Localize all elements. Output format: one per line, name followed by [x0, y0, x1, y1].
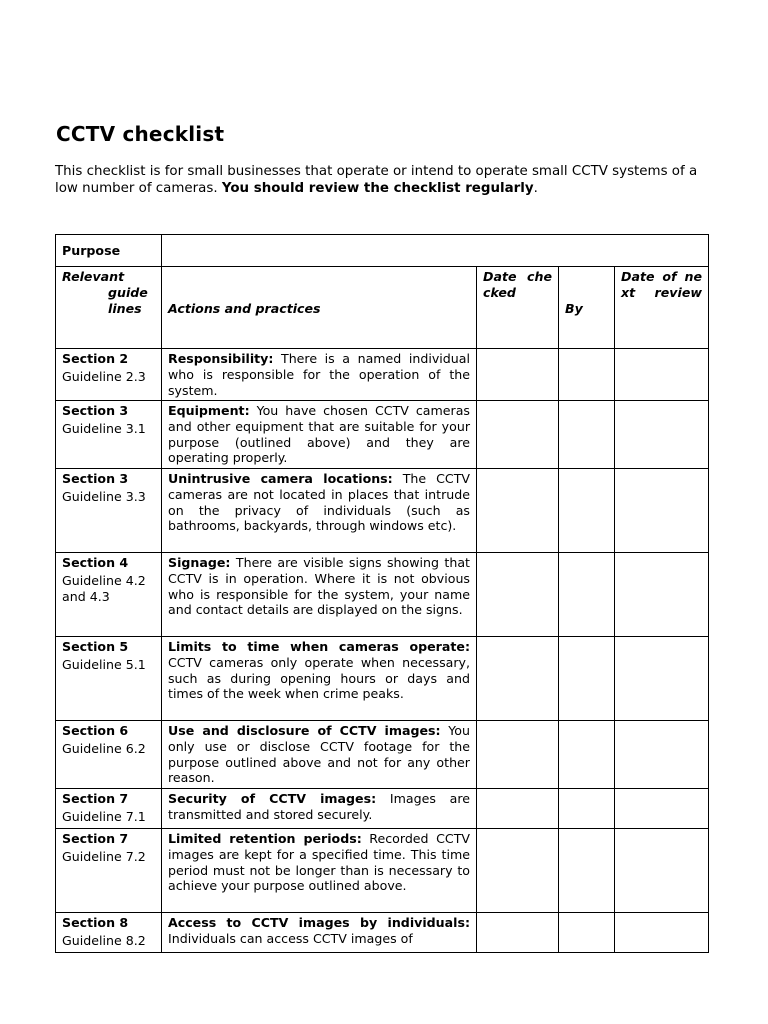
action-text: You only use or disclose CCTV footage for the purpose outlined above and not for any other reason. [168, 723, 470, 786]
action-heading: Use and disclosure of CCTV images: [168, 723, 441, 738]
purpose-field[interactable] [162, 235, 709, 267]
section-label: Section 2 [62, 351, 129, 366]
action-cell [162, 349, 477, 401]
by-field[interactable] [559, 469, 615, 553]
next-review-field[interactable] [615, 553, 709, 637]
by-field[interactable] [559, 913, 615, 953]
action-heading: Responsibility: [168, 351, 274, 366]
action-text: CCTV cameras only operate when necessary, such as during opening hours or days and times of the week when crime peaks. [168, 654, 470, 702]
action-cell [162, 829, 477, 913]
header-relevant-line3: lines [108, 301, 142, 316]
header-row [56, 267, 709, 349]
guideline-cell [56, 637, 162, 721]
action-cell [162, 401, 477, 469]
section-label: Section 7 [62, 791, 129, 806]
by-field[interactable] [559, 553, 615, 637]
guideline-label: Guideline 6.2 [62, 740, 146, 756]
checklist-row [56, 829, 709, 913]
checklist-row [56, 913, 709, 953]
section-label: Section 3 [62, 403, 129, 418]
checklist-row [56, 721, 709, 789]
by-field[interactable] [559, 349, 615, 401]
guideline-label: Guideline 7.2 [62, 848, 146, 864]
page-title: CCTV checklist [56, 122, 225, 146]
action-heading: Security of CCTV images: [168, 791, 377, 806]
next-review-field[interactable] [615, 349, 709, 401]
intro-end: . [533, 181, 538, 196]
action-text: Images are transmitted and stored securely. [168, 791, 470, 822]
header-actions: Actions and practices [162, 267, 477, 349]
header-relevant-line2: guide [108, 285, 148, 300]
header-date-next-review: Date of next review [615, 267, 709, 349]
guideline-label: Guideline 5.1 [62, 656, 146, 672]
checklist-row [56, 401, 709, 469]
by-field[interactable] [559, 829, 615, 913]
guideline-cell [56, 913, 162, 953]
next-review-field[interactable] [615, 401, 709, 469]
by-field[interactable] [559, 789, 615, 829]
date-checked-field[interactable] [477, 721, 559, 789]
date-checked-field[interactable] [477, 349, 559, 401]
guideline-cell [56, 553, 162, 637]
date-checked-field[interactable] [477, 637, 559, 721]
guideline-label: Guideline 2.3 [62, 368, 146, 384]
action-cell [162, 913, 477, 953]
header-relevant-line1: Relevant [62, 269, 125, 284]
section-label: Section 6 [62, 723, 129, 738]
intro-text: This checklist is for small businesses that operate or intend to operate small CCTV systems of a low number of cameras. [55, 164, 698, 196]
header-by: By [559, 267, 615, 349]
checklist-table [55, 234, 709, 953]
by-field[interactable] [559, 401, 615, 469]
guideline-label: Guideline 8.2 [62, 932, 146, 948]
action-cell [162, 789, 477, 829]
guideline-cell [56, 469, 162, 553]
guideline-cell [56, 721, 162, 789]
action-text: Recorded CCTV images are kept for a specified time. This time period must not be longer than is necessary to achieve your purpose outlined above. [168, 831, 470, 894]
date-checked-field[interactable] [477, 913, 559, 953]
action-cell [162, 553, 477, 637]
next-review-field[interactable] [615, 469, 709, 553]
header-date-checked: Date checked [477, 267, 559, 349]
action-text: There are visible signs showing that CCTV is in operation. Where it is not obvious who is responsible for the system, your name and contact details are displayed on the signs. [168, 555, 470, 618]
guideline-label: Guideline 4.2 and 4.3 [62, 572, 146, 604]
action-heading: Access to CCTV images by individuals: [168, 915, 470, 930]
guideline-label: Guideline 7.1 [62, 808, 146, 824]
section-label: Section 4 [62, 555, 129, 570]
checklist-row [56, 789, 709, 829]
date-checked-field[interactable] [477, 829, 559, 913]
by-field[interactable] [559, 637, 615, 721]
section-label: Section 8 [62, 915, 129, 930]
action-cell [162, 469, 477, 553]
next-review-field[interactable] [615, 829, 709, 913]
action-heading: Unintrusive camera locations: [168, 471, 393, 486]
guideline-label: Guideline 3.1 [62, 420, 146, 436]
checklist-row [56, 637, 709, 721]
action-cell [162, 721, 477, 789]
action-heading: Equipment: [168, 403, 250, 418]
next-review-field[interactable] [615, 721, 709, 789]
date-checked-field[interactable] [477, 469, 559, 553]
intro-emphasis: You should review the checklist regularly [221, 181, 534, 196]
guideline-cell [56, 401, 162, 469]
checklist-row [56, 553, 709, 637]
checklist-row [56, 349, 709, 401]
action-text: The CCTV cameras are not located in places that intrude on the privacy of individuals (such as bathrooms, backyards, through windows etc). [168, 471, 470, 534]
action-heading: Signage: [168, 555, 231, 570]
action-text: Individuals can access CCTV images of [168, 930, 413, 946]
action-heading: Limits to time when cameras operate: [168, 639, 470, 654]
by-field[interactable] [559, 721, 615, 789]
purpose-label: Purpose [56, 235, 162, 267]
next-review-field[interactable] [615, 789, 709, 829]
action-text: There is a named individual who is responsible for the operation of the system. [168, 351, 470, 398]
guideline-cell [56, 829, 162, 913]
intro-paragraph [55, 163, 711, 197]
section-label: Section 7 [62, 831, 129, 846]
date-checked-field[interactable] [477, 553, 559, 637]
next-review-field[interactable] [615, 913, 709, 953]
next-review-field[interactable] [615, 637, 709, 721]
action-cell [162, 637, 477, 721]
checklist-row [56, 469, 709, 553]
guideline-cell [56, 349, 162, 401]
guideline-label: Guideline 3.3 [62, 488, 146, 504]
date-checked-field[interactable] [477, 789, 559, 829]
action-text: You have chosen CCTV cameras and other equipment that are suitable for your purpose (outlined above) and they are operating properly. [168, 403, 470, 466]
purpose-row [56, 235, 709, 267]
section-label: Section 5 [62, 639, 129, 654]
action-heading: Limited retention periods: [168, 831, 362, 846]
guideline-cell [56, 789, 162, 829]
date-checked-field[interactable] [477, 401, 559, 469]
section-label: Section 3 [62, 471, 129, 486]
header-relevant-guidelines [56, 267, 162, 349]
